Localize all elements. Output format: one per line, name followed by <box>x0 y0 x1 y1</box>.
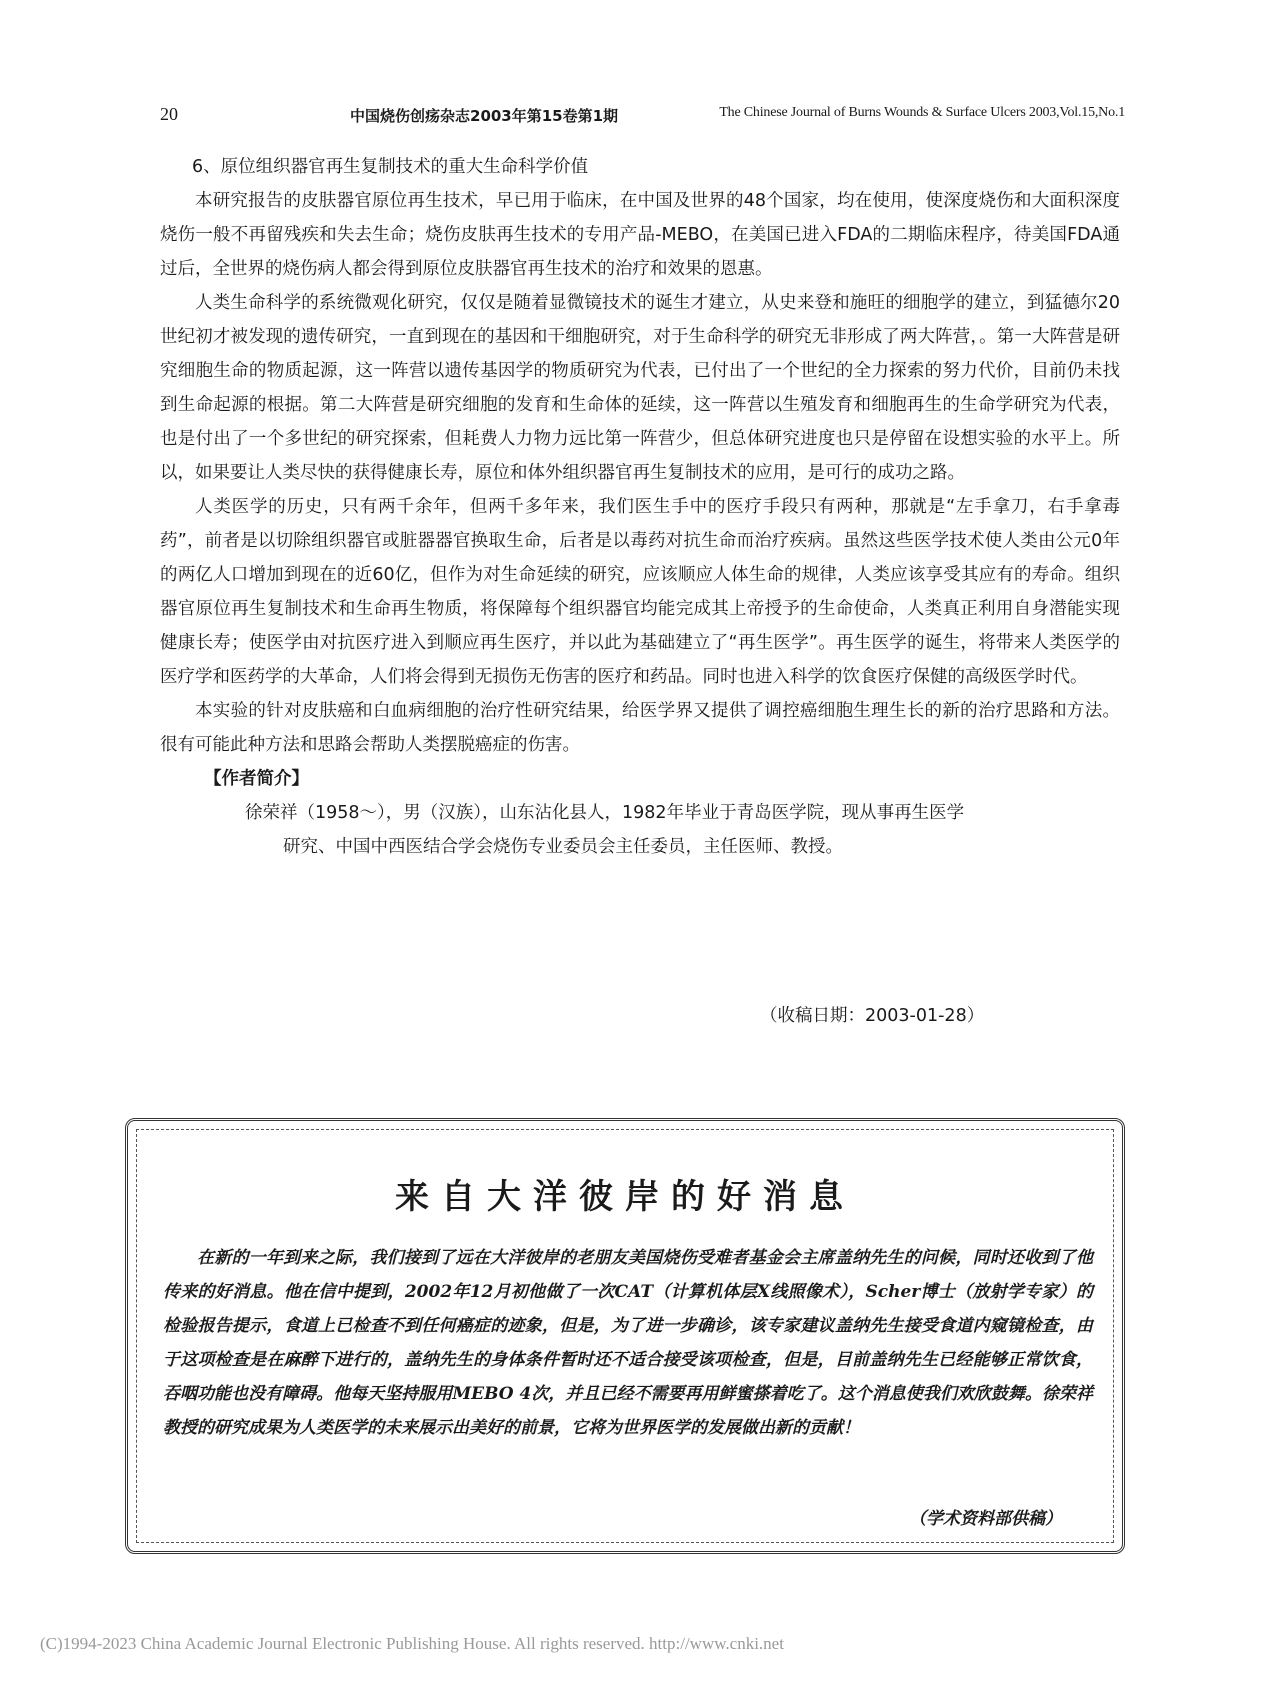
page-number: 20 <box>160 104 178 124</box>
journal-title-english: The Chinese Journal of Burns Wounds & Surface Ulcers 2003,Vol.15,No.1 <box>719 105 1125 120</box>
page-header <box>160 100 1125 128</box>
paragraph-3: 人类医学的历史，只有两千余年，但两千多年来，我们医生手中的医疗手段只有两种，那就是“左手拿刀，右手拿毒药”，前者是以切除组织器官或脏器器官换取生命，后者是以毒药对抗生命而治疗疾病。虽然这些医学技术使人类由公元0年的两亿人口增加到现在的近60亿，但作为对生命延续的研究，应该顺应人体生命的规律，人类应该享受其应有的寿命。组织器官原位再生复制技术和生命再生物质，将保障每个组织器官均能完成其上帝授予的生命使命，人类真正利用自身潜能实现健康长寿；使医学由对抗医疗进入到顺应再生医疗，并以此为基础建立了“再生医学”。再生医学的诞生，将带来人类医学的医疗学和医药学的大革命，人们将会得到无损伤无伤害的医疗和药品。同时也进入科学的饮食医疗保健的高级医学时代。 <box>160 497 1120 687</box>
author-bio <box>245 796 1075 864</box>
author-bio-line-1: 徐荣祥（1958～），男（汉族），山东沾化县人，1982年毕业于青岛医学院，现从事再生医学 <box>245 803 965 823</box>
notice-box <box>125 1118 1125 1554</box>
journal-title-chinese: 中国烧伤创疡杂志2003年第15卷第1期 <box>350 107 619 125</box>
notice-title: 来自大洋彼岸的好消息 <box>395 1177 855 1217</box>
paragraph-4: 本实验的针对皮肤癌和白血病细胞的治疗性研究结果，给医学界又提供了调控癌细胞生理生长的新的治疗思路和方法。很有可能此种方法和思路会帮助人类摆脱癌症的伤害。 <box>160 701 1120 755</box>
article-body <box>160 150 1120 864</box>
author-bio-line-2: 研究、中国中西医结合学会烧伤专业委员会主任委员，主任医师、教授。 <box>283 837 843 857</box>
paragraph-2: 人类生命科学的系统微观化研究，仅仅是随着显微镜技术的诞生才建立，从史来登和施旺的细胞学的建立，到猛德尔20世纪初才被发现的遗传研究，一直到现在的基因和干细胞研究，对于生命科学的研究无非形成了两大阵营，。第一大阵营是研究细胞生命的物质起源，这一阵营以遗传基因学的物质研究为代表，已付出了一个世纪的全力探索的努力代价，目前仍未找到生命起源的根据。第二大阵营是研究细胞的发育和生命体的延续，这一阵营以生殖发育和细胞再生的生命学研究为代表，也是付出了一个多世纪的研究探索，但耗费人力物力远比第一阵营少，但总体研究进度也只是停留在设想实验的水平上。所以，如果要让人类尽快的获得健康长寿，原位和体外组织器官再生复制技术的应用，是可行的成功之路。 <box>160 293 1120 483</box>
section-heading: 6、原位组织器官再生复制技术的重大生命科学价值 <box>192 157 589 177</box>
author-intro-heading: 【作者简介】 <box>204 769 309 789</box>
paragraph-1: 本研究报告的皮肤器官原位再生技术，早已用于临床，在中国及世界的48个国家，均在使用，使深度烧伤和大面积深度烧伤一般不再留残疾和失去生命；烧伤皮肤再生技术的专用产品-MEBO，在美国已进入FDA的二期临床程序，待美国FDA通过后，全世界的烧伤病人都会得到原位皮肤器官再生技术的治疗和效果的恩惠。 <box>160 191 1120 279</box>
received-date: （收稿日期：2003-01-28） <box>760 1006 985 1026</box>
notice-text: 在新的一年到来之际，我们接到了远在大洋彼岸的老朋友美国烧伤受难者基金会主席盖纳先生的问候，同时还收到了他传来的好消息。他在信中提到，2002年12月初他做了一次CAT（计算机体层X线照像术），Scher博士（放射学专家）的检验报告提示，食道上已检查不到任何癌症的迹象，但是，为了进一步确诊，该专家建议盖纳先生接受食道内窥镜检查，由于这项检查是在麻醉下进行的，盖纳先生的身体条件暂时还不适合接受该项检查，但是，目前盖纳先生已经能够正常饮食，吞咽功能也没有障碍。他每天坚持服用MEBO 4次，并且已经不需要再用鲜蜜搽着吃了。这个消息使我们欢欣鼓舞。徐荣祥教授的研究成果为人类医学的未来展示出美好的前景，它将为世界医学的发展做出新的贡献！ <box>163 1248 1093 1438</box>
copyright-footer: (C)1994-2023 China Academic Journal Electronic Publishing House. All rights reserved. http://www.cnki.net <box>40 1634 784 1653</box>
notice-source: （学术资料部供稿） <box>909 1509 1062 1529</box>
